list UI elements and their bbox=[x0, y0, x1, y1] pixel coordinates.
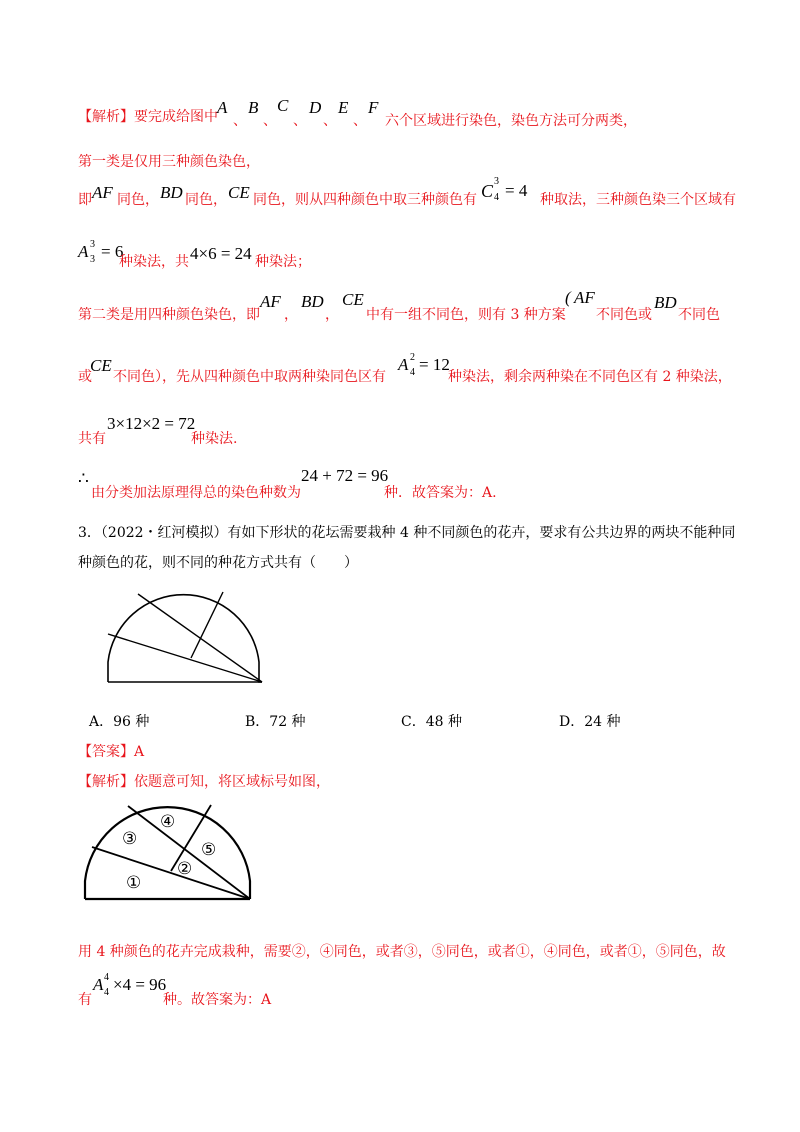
labeled-flowerbed-figure bbox=[78, 797, 258, 905]
region-b: B bbox=[248, 98, 259, 117]
l3-ce: CE bbox=[228, 183, 250, 202]
answer-line bbox=[78, 741, 144, 761]
analysis-label: 【解析】 bbox=[78, 109, 134, 125]
intro-tail: 六个区域进行染色，染色方法可分两类， bbox=[385, 113, 637, 129]
l5-b: 中有一组不同色，则有 3 种方案 bbox=[366, 307, 566, 323]
option-c: C．48 种 bbox=[401, 714, 462, 730]
analysis-2-label: 【解析】 bbox=[78, 774, 134, 790]
l8-a: 由分类加法原理得总的染色种数为 bbox=[91, 485, 301, 501]
l5-comma1: ， bbox=[284, 307, 298, 323]
figure-outline bbox=[108, 595, 262, 682]
option-a: A．96 种 bbox=[89, 714, 150, 730]
l3-a: 即 bbox=[78, 192, 92, 208]
region-a: A bbox=[217, 98, 228, 117]
l6-c: 种染法，剩余两种染在不同色区有 2 种染法， bbox=[448, 369, 732, 385]
l5-bd: BD bbox=[301, 292, 324, 311]
l3-eq: = 4 bbox=[505, 181, 528, 200]
region-label-2: ② bbox=[177, 859, 193, 879]
answer-value: A bbox=[134, 744, 145, 760]
region-label-4: ④ bbox=[160, 812, 176, 832]
l6-A-sup: 2 bbox=[410, 352, 415, 363]
analysis-line-2: 第一类是仅用三种颜色染色， bbox=[78, 154, 260, 170]
sep-3: 、 bbox=[293, 113, 307, 129]
region-c: C bbox=[277, 96, 289, 115]
c2-b: 种。故答案为：A bbox=[163, 992, 272, 1008]
l5-af: AF bbox=[260, 292, 281, 311]
l6-a: 或 bbox=[78, 369, 92, 385]
l4-A: A bbox=[78, 242, 89, 261]
sep-2: 、 bbox=[263, 113, 277, 129]
flowerbed-figure bbox=[100, 582, 270, 688]
l4-A-sup: 3 bbox=[90, 239, 95, 250]
l3-C: C bbox=[481, 181, 494, 201]
analysis-line-1 bbox=[78, 106, 218, 126]
l3-c: 同色， bbox=[185, 192, 227, 208]
sep-5: 、 bbox=[353, 113, 367, 129]
l5-paren: ( bbox=[565, 288, 571, 307]
l5-comma2: ， bbox=[325, 307, 339, 323]
l3-C-sup: 3 bbox=[494, 176, 499, 187]
option-b: B．72 种 bbox=[245, 714, 306, 730]
region-label-3: ③ bbox=[122, 829, 138, 849]
l6-eq: = 12 bbox=[419, 355, 450, 374]
l3-d: 同色，则从四种颜色中取三种颜色有 bbox=[253, 192, 477, 208]
l7-expr: 3×12×2 = 72 bbox=[107, 414, 196, 433]
l4-eq: = 6 bbox=[101, 242, 124, 261]
l5-a: 第二类是用四种颜色染色，即 bbox=[78, 307, 260, 323]
l5-d: 不同色 bbox=[678, 307, 720, 323]
c2-expr: ×4 = 96 bbox=[113, 975, 167, 994]
l7-a: 共有 bbox=[78, 431, 106, 447]
figure-chord-1 bbox=[108, 634, 262, 682]
figure-chord-3 bbox=[191, 592, 223, 658]
figure2-chord-1 bbox=[92, 847, 250, 899]
l8-expr: 24 + 72 = 96 bbox=[301, 466, 389, 485]
l6-b: 不同色），先从四种颜色中取两种染同色区有 bbox=[113, 369, 386, 385]
l3-b: 同色， bbox=[117, 192, 159, 208]
l5-bd2: BD bbox=[654, 293, 677, 312]
conclusion-1: 用 4 种颜色的花卉完成栽种，需要②，④同色，或者③，⑤同色，或者①，④同色，或者①，⑤同色，故 bbox=[78, 944, 726, 960]
l3-e: 种取法，三种颜色染三个区域有 bbox=[540, 192, 736, 208]
c2-A-sup: 4 bbox=[104, 972, 109, 983]
c2-A: A bbox=[93, 975, 104, 994]
analysis-2-line bbox=[78, 771, 330, 791]
c2-a: 有 bbox=[78, 992, 92, 1008]
l8-therefore: ∴ bbox=[78, 469, 89, 488]
l3-C-sub: 4 bbox=[494, 192, 499, 203]
region-d: D bbox=[309, 98, 322, 117]
answer-label: 【答案】 bbox=[78, 744, 134, 760]
l5-c: 不同色或 bbox=[596, 307, 652, 323]
l6-ce: CE bbox=[90, 356, 112, 375]
sep-4: 、 bbox=[323, 113, 337, 129]
l4-expr: 4×6 = 24 bbox=[190, 244, 252, 263]
analysis-2-text: 依题意可知，将区域标号如图， bbox=[134, 774, 330, 790]
region-f: F bbox=[368, 98, 379, 117]
l5-af2: AF bbox=[574, 288, 595, 307]
c2-A-sub: 4 bbox=[104, 987, 109, 998]
l3-af: AF bbox=[92, 183, 113, 202]
l4-A-sub: 3 bbox=[90, 254, 95, 265]
region-e: E bbox=[338, 98, 349, 117]
l7-b: 种染法. bbox=[191, 431, 238, 447]
l6-A-sub: 4 bbox=[410, 367, 415, 378]
sep-1: 、 bbox=[233, 113, 247, 129]
l3-bd: BD bbox=[160, 183, 183, 202]
region-label-5: ⑤ bbox=[201, 840, 217, 860]
region-letters bbox=[217, 98, 227, 118]
figure2-chord-2 bbox=[128, 806, 250, 899]
analysis-intro: 要完成给图中 bbox=[134, 109, 218, 125]
question-text-2: 种颜色的花，则不同的种花方式共有（ ） bbox=[78, 555, 358, 571]
l4-b: 种染法； bbox=[255, 254, 311, 270]
l4-a: 种染法，共 bbox=[119, 254, 189, 270]
region-label-1: ① bbox=[126, 873, 142, 893]
l5-ce: CE bbox=[342, 290, 364, 309]
question-text-1: 3．（2022・红河模拟）有如下形状的花坛需要栽种 4 种不同颜色的花卉，要求有公共边界的两块不能种同 bbox=[78, 525, 736, 541]
l6-A: A bbox=[398, 355, 409, 374]
l8-b: 种．故答案为：A. bbox=[384, 485, 497, 501]
option-d: D．24 种 bbox=[559, 714, 621, 730]
